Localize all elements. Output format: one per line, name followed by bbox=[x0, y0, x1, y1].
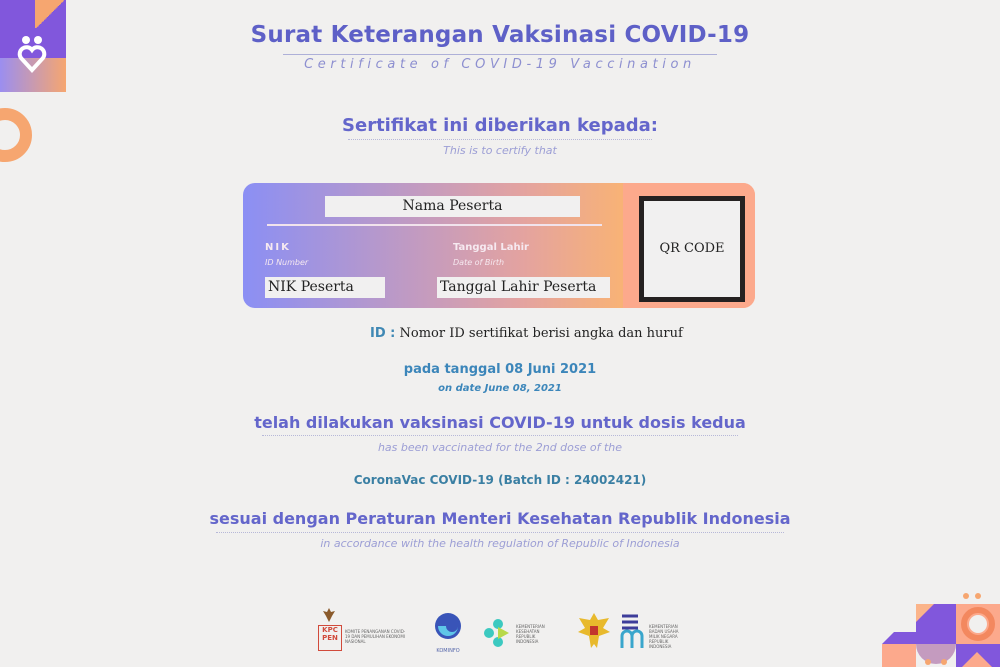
nik-value: NIK Peserta bbox=[265, 277, 385, 298]
vaccination-statement-en: has been vaccinated for the 2nd dose of the bbox=[377, 441, 623, 454]
recipient-divider bbox=[348, 139, 652, 140]
regulation-statement-en: in accordance with the health regulation of Republic of Indonesia bbox=[320, 537, 680, 550]
participant-card bbox=[243, 183, 755, 308]
dob-sublabel: Date of Birth bbox=[453, 258, 505, 267]
kemenkes-text: KEMENTERIAN KESEHATAN REPUBLIK INDONESIA bbox=[516, 624, 545, 644]
garuda-small-icon bbox=[322, 607, 336, 623]
page-subtitle: Certificate of COVID-19 Vaccination bbox=[304, 57, 696, 72]
recipient-heading-en: This is to certify that bbox=[443, 144, 557, 157]
bumn-logo bbox=[618, 612, 683, 652]
bumn-icon bbox=[618, 612, 648, 652]
recipient-heading: Sertifikat ini diberikan kepada: bbox=[342, 115, 658, 136]
kemenkes-icon bbox=[483, 618, 513, 648]
nik-sublabel: ID Number bbox=[265, 258, 309, 267]
kemenkes-logo bbox=[483, 616, 558, 651]
card-divider bbox=[267, 224, 602, 226]
corner-decoration-bottom-right bbox=[882, 592, 1000, 667]
vaccine-batch: CoronaVac COVID-19 (Batch ID : 24002421) bbox=[353, 473, 647, 487]
title-divider bbox=[283, 54, 717, 55]
page-title: Surat Keterangan Vaksinasi COVID-19 bbox=[250, 22, 750, 48]
vaccination-date: pada tanggal 08 Juni 2021 bbox=[403, 362, 597, 377]
certificate-id-label: ID : bbox=[370, 326, 396, 341]
vaccination-divider bbox=[262, 435, 738, 436]
regulation-divider bbox=[216, 532, 784, 533]
dob-value: Tanggal Lahir Peserta bbox=[437, 277, 610, 298]
dob-label: Tanggal Lahir bbox=[453, 242, 529, 253]
kpc-pen-text: KOMITE PENANGANAN COVID-19 DAN PEMULIHAN EKONOMI NASIONAL bbox=[345, 629, 406, 644]
vaccination-date-en: on date June 08, 2021 bbox=[438, 383, 562, 394]
participant-name: Nama Peserta bbox=[325, 196, 580, 217]
nik-label: NIK bbox=[265, 242, 291, 253]
kpc-pen-logo bbox=[318, 607, 408, 652]
garuda-pancasila-icon bbox=[575, 610, 613, 652]
garuda-logo bbox=[575, 610, 613, 652]
qr-code: QR CODE bbox=[639, 196, 745, 302]
bumn-text: KEMENTERIAN BADAN USAHA MILIK NEGARA REPUBLIK INDONESIA bbox=[649, 624, 679, 649]
regulation-statement: sesuai dengan Peraturan Menteri Kesehatan Republik Indonesia bbox=[209, 509, 791, 528]
vaccination-statement: telah dilakukan vaksinasi COVID-19 untuk dosis kedua bbox=[254, 413, 746, 432]
kpc-pen-mark: KPC PEN bbox=[318, 625, 342, 651]
kominfo-text: KOMINFO bbox=[436, 648, 460, 654]
kominfo-logo bbox=[428, 612, 468, 652]
kominfo-icon bbox=[428, 612, 468, 644]
certificate-id-value: Nomor ID sertifikat berisi angka dan huruf bbox=[399, 326, 683, 341]
certificate-id-line bbox=[370, 326, 683, 341]
